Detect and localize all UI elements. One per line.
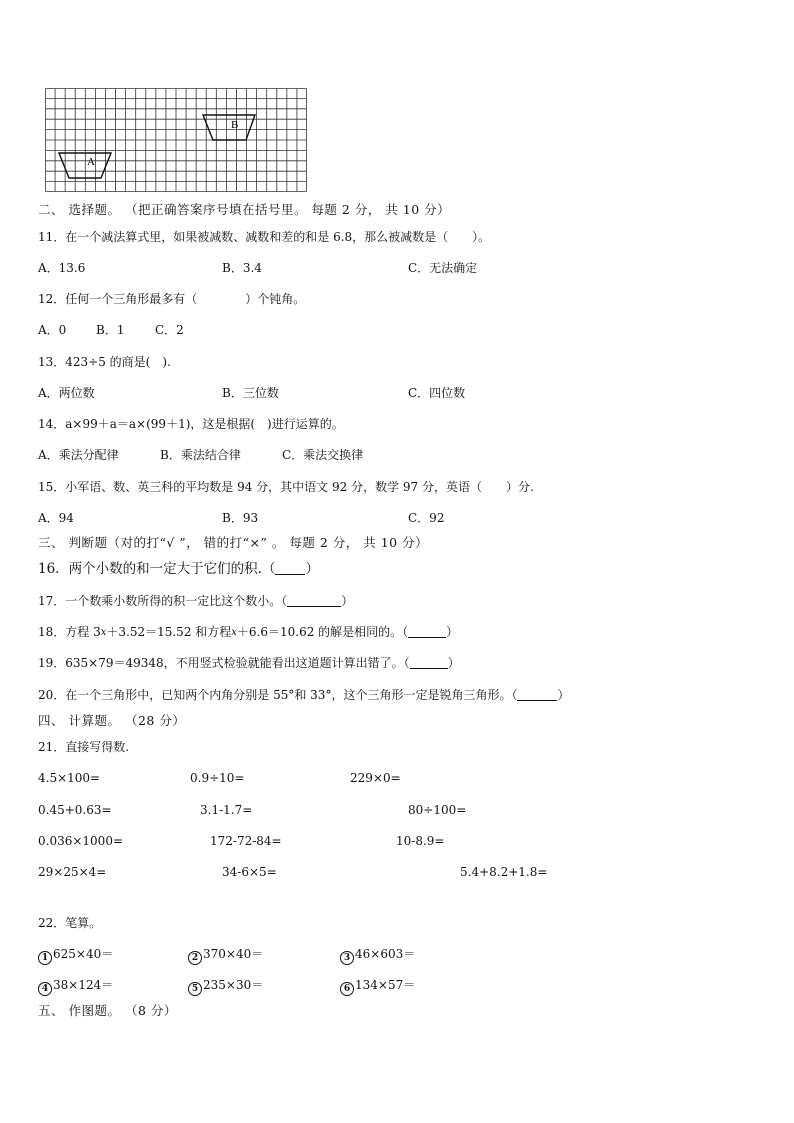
question-17 <box>38 593 353 609</box>
section-5-title: 五、 作图题。 （8 分） <box>38 1003 177 1018</box>
section-4-title: 四、 计算题。 （28 分） <box>38 713 186 728</box>
grid-figure <box>45 88 307 192</box>
written-calc-expr: 625×40＝ <box>53 947 114 961</box>
q14-option-a: A．乘法分配律 <box>38 448 119 462</box>
question-11: 11．在一个减法算式里，如果被减数、减数和差的和是 6.8，那么被减数是（ ）。 <box>38 230 491 244</box>
q18-close: ） <box>446 625 459 639</box>
q15-option-a: A．94 <box>38 511 74 525</box>
q12-option-a: A．0 <box>38 323 67 337</box>
written-calc-item <box>188 946 263 965</box>
calc-item: 29×25×4= <box>38 865 107 879</box>
written-calc-expr: 46×603＝ <box>355 947 416 961</box>
q14-option-c: C．乘法交换律 <box>282 448 364 462</box>
q11-option-b: B．3.4 <box>222 261 262 275</box>
q13-option-c: C．四位数 <box>408 386 466 400</box>
trapezoid-b <box>203 115 255 140</box>
q11-option-c: C．无法确定 <box>408 261 478 275</box>
q18-var-x1: x <box>100 627 107 638</box>
q16-close: ） <box>305 561 319 577</box>
calc-item: 229×0= <box>350 771 401 785</box>
grid-svg <box>45 88 307 192</box>
circled-number: 4 <box>38 982 52 996</box>
circled-number: 3 <box>340 951 354 965</box>
question-16 <box>38 561 319 577</box>
question-14: 14．a×99＋a＝a×(99＋1)，这是根据( )进行运算的。 <box>38 417 344 431</box>
circled-number: 1 <box>38 951 52 965</box>
question-15: 15．小军语、数、英三科的平均数是 94 分，其中语文 92 分，数学 97 分，英语（ ）分. <box>38 480 534 494</box>
calc-item: 34-6×5= <box>222 865 277 879</box>
q19-answer-blank[interactable] <box>410 656 448 669</box>
question-21: 21．直接写得数. <box>38 740 130 754</box>
written-calc-item <box>340 946 415 965</box>
label-a: A <box>87 156 95 168</box>
calc-item: 0.45+0.63= <box>38 803 112 817</box>
question-12: 12．任何一个三角形最多有（ ）个钝角。 <box>38 292 306 306</box>
q20-answer-blank[interactable] <box>517 688 557 701</box>
question-18 <box>38 624 458 641</box>
section-3-title: 三、 判断题（对的打“√ ”， 错的打“×” 。 每题 2 分， 共 10 分） <box>38 535 429 550</box>
calc-item: 172-72-84= <box>210 834 282 848</box>
written-calc-expr: 38×124＝ <box>53 978 114 992</box>
written-calc-item <box>188 977 263 996</box>
calc-item: 5.4+8.2+1.8= <box>460 865 548 879</box>
written-calc-expr: 370×40＝ <box>203 947 264 961</box>
written-calc-item <box>38 977 113 996</box>
question-22: 22．笔算。 <box>38 916 102 930</box>
q12-option-b: B．1 <box>96 323 125 337</box>
q19-text: 19．635×79＝49348，不用竖式检验就能看出这道题计算出错了。（ <box>38 656 410 670</box>
calc-item: 0.9÷10= <box>190 771 245 785</box>
calc-item: 10-8.9= <box>396 834 445 848</box>
q16-answer-blank[interactable] <box>275 562 305 575</box>
circled-number: 2 <box>188 951 202 965</box>
q20-close: ） <box>557 688 570 702</box>
calc-item: 4.5×100= <box>38 771 101 785</box>
written-calc-expr: 235×30＝ <box>203 978 264 992</box>
calc-item: 0.036×1000= <box>38 834 124 848</box>
question-13: 13．423÷5 的商是( ). <box>38 355 171 369</box>
q19-close: ） <box>447 656 460 670</box>
q17-close: ） <box>341 594 354 608</box>
q18-text-b: ＋3.52＝15.52 和方程 <box>106 625 232 639</box>
section-2-title: 二、 选择题。 （把正确答案序号填在括号里。 每题 2 分， 共 10 分） <box>38 202 451 217</box>
calc-item: 3.1-1.7= <box>200 803 253 817</box>
q17-answer-blank[interactable] <box>287 594 341 607</box>
q20-text: 20．在一个三角形中，已知两个内角分别是 55°和 33°，这个三角形一定是锐角三角形。（ <box>38 688 518 702</box>
question-20 <box>38 687 569 703</box>
q16-text: 16．两个小数的和一定大于它们的积.（ <box>38 561 276 577</box>
q18-answer-blank[interactable] <box>408 625 446 638</box>
written-calc-item <box>340 977 415 996</box>
q15-option-c: C．92 <box>408 511 445 525</box>
q15-option-b: B．93 <box>222 511 259 525</box>
question-19 <box>38 655 460 671</box>
q13-option-a: A．两位数 <box>38 386 95 400</box>
written-calc-expr: 134×57＝ <box>355 978 416 992</box>
label-b: B <box>231 119 239 131</box>
q12-option-c: C．2 <box>155 323 184 337</box>
q14-option-b: B．乘法结合律 <box>160 448 241 462</box>
q13-option-b: B．三位数 <box>222 386 279 400</box>
q18-text-c: ＋6.6＝10.62 的解是相同的。（ <box>236 625 409 639</box>
q18-var-x2: x <box>231 627 237 638</box>
q11-option-a: A．13.6 <box>38 261 86 275</box>
circled-number: 6 <box>340 982 354 996</box>
written-calc-item <box>38 946 113 965</box>
circled-number: 5 <box>188 982 202 996</box>
q18-text-a: 18．方程 3 <box>38 625 101 639</box>
calc-item: 80÷100= <box>408 803 467 817</box>
q17-text: 17．一个数乘小数所得的积一定比这个数小。（ <box>38 594 288 608</box>
